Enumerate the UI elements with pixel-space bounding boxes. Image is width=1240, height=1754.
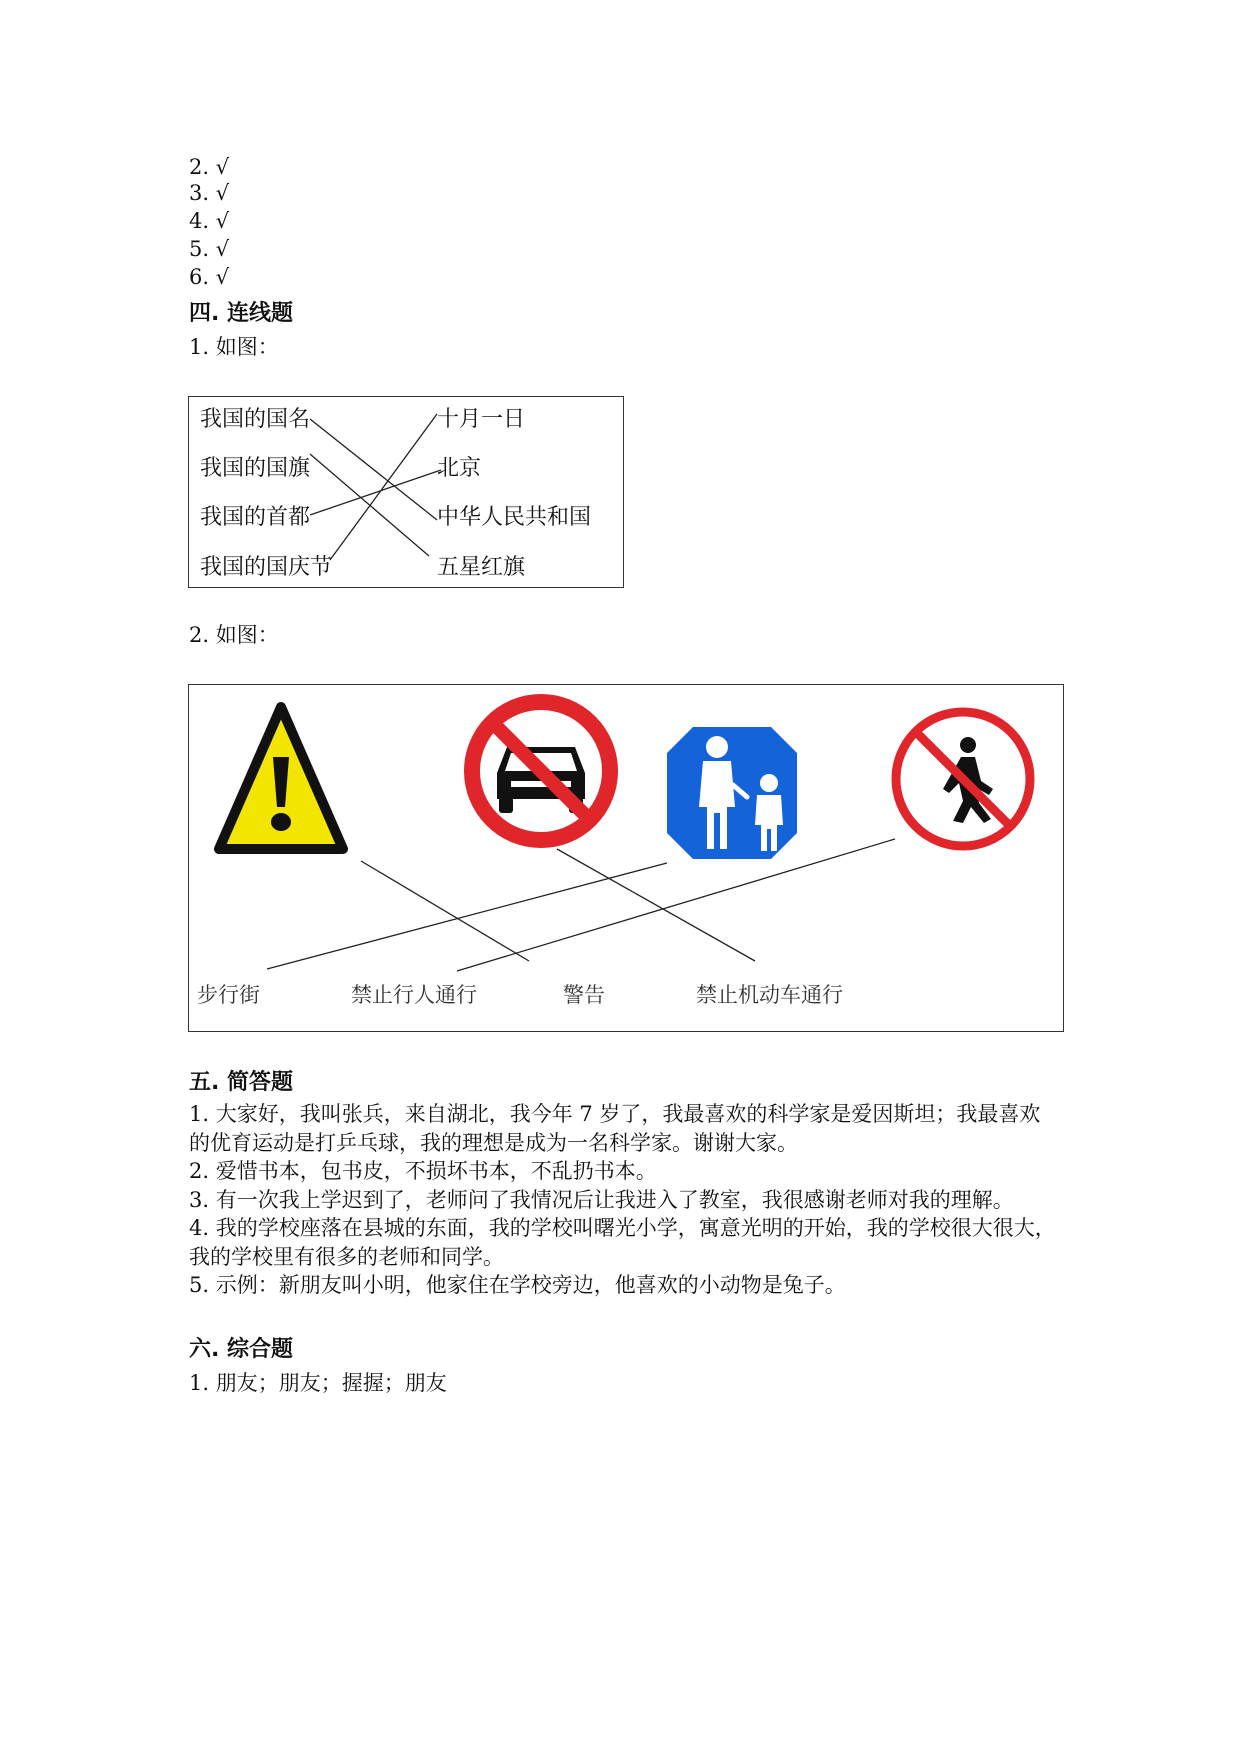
section-title: 六. 综合题	[189, 1337, 294, 1362]
short-answer: 2. 爱惜书本，包书皮，不损坏书本，不乱扔书本。	[189, 1159, 657, 1183]
question-label: 1. 如图：	[189, 335, 279, 359]
pedestrian-street-icon	[667, 727, 797, 859]
sign-label: 禁止行人通行	[351, 983, 477, 1007]
matching-figure-2	[188, 684, 1064, 1032]
match-right-item: 十月一日	[437, 407, 526, 432]
comprehensive-answer: 1. 朋友；朋友；握握；朋友	[189, 1371, 447, 1395]
match-left-item: 我国的国庆节	[200, 555, 333, 580]
judge-answer: 6. √	[189, 265, 230, 289]
judge-answer: 2. √	[189, 155, 230, 179]
match-left-item: 我国的国旗	[200, 456, 311, 481]
match-left-item: 我国的国名	[200, 407, 311, 432]
question-label: 2. 如图：	[189, 623, 279, 647]
judge-answer: 4. √	[189, 209, 230, 233]
sign-label: 禁止机动车通行	[696, 983, 843, 1007]
match-right-item: 中华人民共和国	[437, 505, 592, 530]
match-left-item: 我国的首都	[200, 505, 311, 530]
section-title: 五. 简答题	[189, 1070, 294, 1095]
short-answer: 5. 示例：新朋友叫小明，他家住在学校旁边，他喜欢的小动物是兔子。	[189, 1273, 846, 1297]
sign-label: 警告	[563, 983, 605, 1007]
warning-sign-icon	[219, 707, 343, 849]
no-pedestrians-icon	[896, 712, 1030, 846]
matching-figure-1	[188, 396, 624, 588]
no-motor-vehicles-icon	[472, 702, 610, 840]
section-title: 四. 连线题	[189, 301, 294, 326]
short-answer: 1. 大家好，我叫张兵，来自湖北，我今年 7 岁了，我最喜欢的科学家是爱因斯坦；我最喜欢的优育运动是打乒乓球，我的理想是成为一名科学家。谢谢大家。	[189, 1102, 1041, 1155]
short-answer: 3. 有一次我上学迟到了，老师问了我情况后让我进入了教室，我很感谢老师对我的理解。	[189, 1187, 1014, 1212]
judge-answer: 5. √	[189, 237, 230, 261]
sign-label: 步行街	[197, 983, 260, 1007]
traffic-signs-figure	[189, 685, 1065, 1033]
short-answer-list	[189, 1100, 1059, 1300]
short-answer: 4. 我的学校座落在县城的东面，我的学校叫曙光小学，寓意光明的开始，我的学校很大很大，我的学校里有很多的老师和同学。	[189, 1216, 1056, 1269]
match-right-item: 北京	[437, 456, 482, 481]
judge-answer: 3. √	[189, 181, 230, 205]
match-right-item: 五星红旗	[437, 555, 526, 580]
